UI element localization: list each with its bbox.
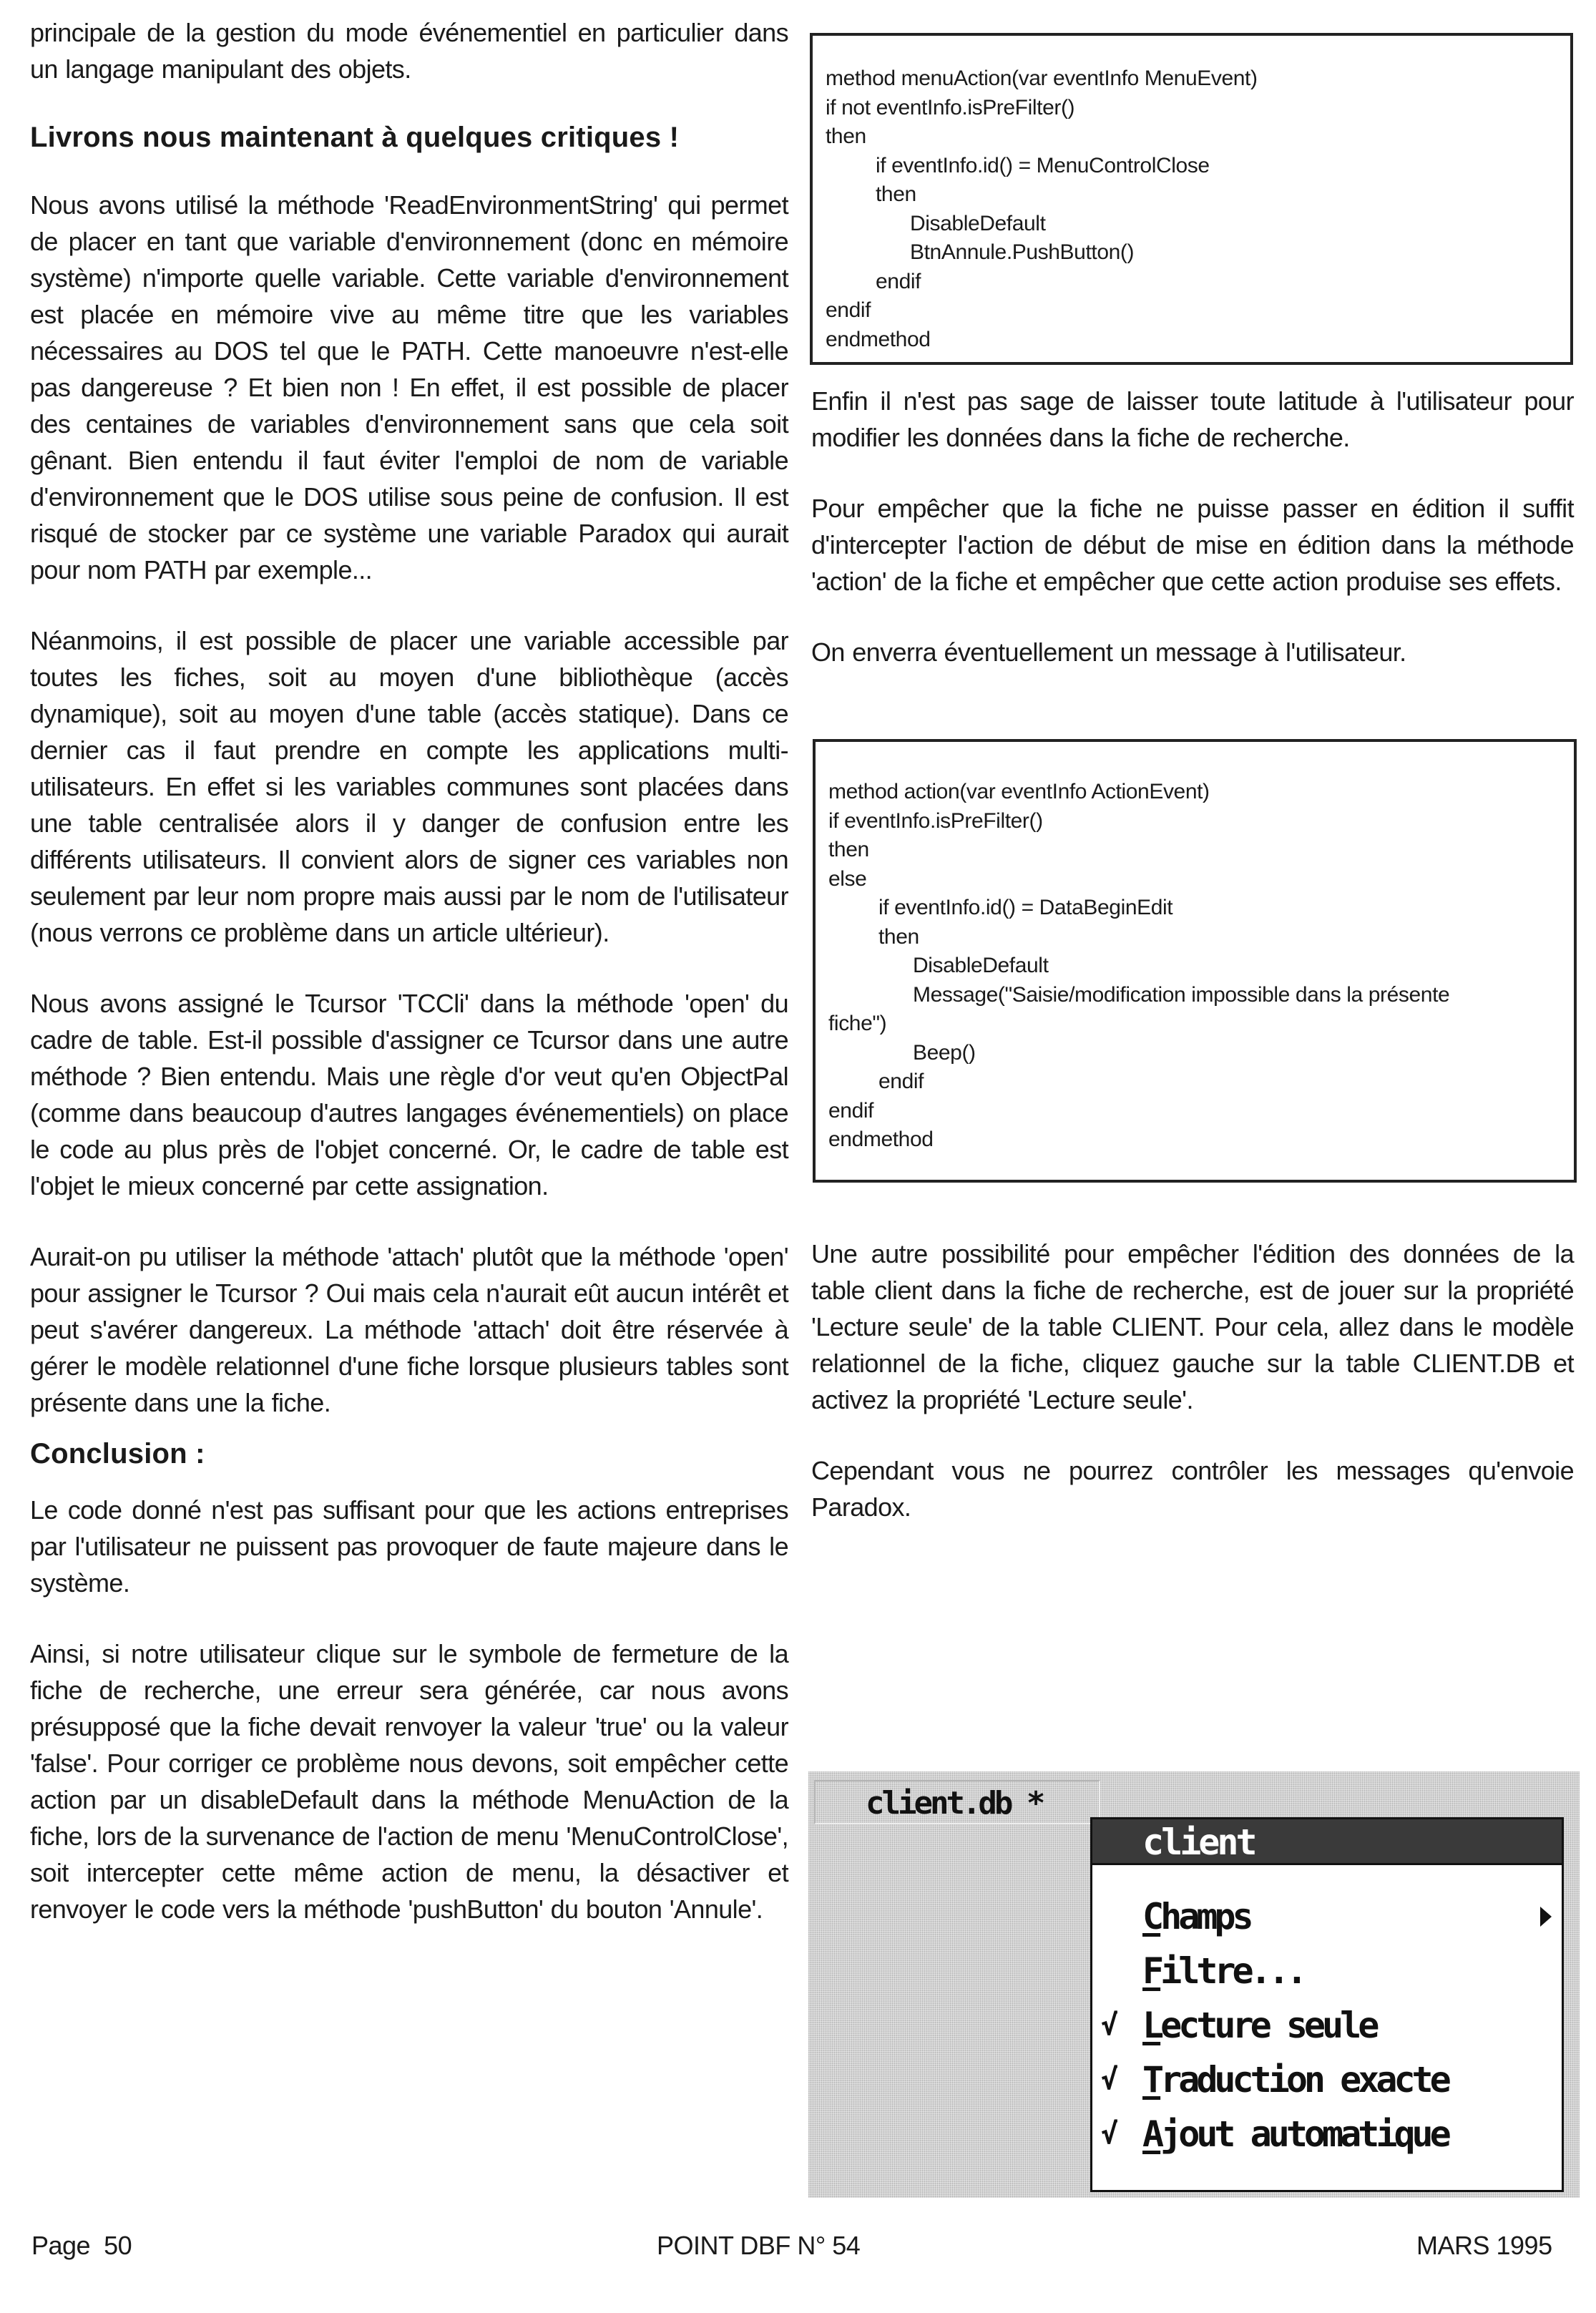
check-icon: √ <box>1101 2118 1119 2151</box>
code-line: fiche") <box>828 1012 887 1035</box>
code-line: method menuAction(var eventInfo MenuEvent) <box>826 67 1258 90</box>
code-line: method action(var eventInfo ActionEvent) <box>828 780 1210 803</box>
mnemonic: A <box>1142 2113 1161 2155</box>
code-block-menuaction <box>810 33 1573 365</box>
footer-publication: POINT DBF N° 54 <box>657 2231 861 2260</box>
paragraph-variable-accessible: Néanmoins, il est possible de placer une variable accessible par toutes les fiches, soit au moyen d'une bibliothèque (accès dynamique), soit au moyen d'une table (accès statique). Dans ce dernier cas il faut prendre en compte les applications multi-utilisateurs. En effet si les variables communes sont placées dans une table centralisée alors il y danger de confusion entre les différents utilisateurs. Il convient alors de signer ces variables non seulement par leur nom propre mais aussi par le nom de l'utilisateur (nous verrons ce problème dans un article ultérieur). <box>30 626 788 947</box>
code-line: Message("Saisie/modification impossible dans la présente <box>913 982 1450 1007</box>
menu-item-champs[interactable] <box>1092 1889 1562 1944</box>
paragraph-lecture-seule: Une autre possibilité pour empêcher l'édition des données de la table client dans la fiche de recherche, est de jouer sur la propriété 'Lecture seule' de la table CLIENT. Pour cela, allez dans le modèle relationnel de la fiche, cliquez gauche sur la table CLIENT.DB et activez la propriété 'Lecture seule'. <box>811 1239 1574 1414</box>
menu-title: client <box>1092 1819 1562 1875</box>
paragraph-empecher-edition: Pour empêcher que la fiche ne puisse passer en édition il suffit d'intercepter l'action de début de mise en édition dans la méthode 'action' de la fiche et empêcher que cette action produise ses effets. <box>811 494 1574 596</box>
code-line: DisableDefault <box>910 211 1046 235</box>
paragraph-latitude: Enfin il n'est pas sage de laisser toute latitude à l'utilisateur pour modifier les données dans la fiche de recherche. <box>811 386 1574 452</box>
menu-item-traduction-exacte[interactable] <box>1092 2053 1562 2107</box>
menu-item-filtre[interactable] <box>1092 1944 1562 1998</box>
paragraph-conclusion-2: Ainsi, si notre utilisateur clique sur le symbole de fermeture de la fiche de recherche, une erreur sera générée, car nous avons présupposé que la fiche devait renvoyer la valeur 'true' ou la valeur 'false'. Pour corriger ce problème nous devons, soit empêcher cette action par un disableDefault dans la méthode MenuAction de la fiche, lors de la survenance de l'action de menu 'MenuControlClose', soit intercepter cette même action de menu, la désactiver et renvoyer le code vers la méthode 'pushButton' du bouton 'Annule'. <box>30 1639 788 1924</box>
mnemonic: C <box>1142 1896 1161 1937</box>
code-line: if not eventInfo.isPreFilter() <box>826 95 1075 119</box>
section-heading-critiques: Livrons nous maintenant à quelques critiques ! <box>30 122 680 153</box>
code-line: then <box>828 838 869 861</box>
code-line: if eventInfo.isPreFilter() <box>828 808 1043 833</box>
paragraph-intro-continued: principale de la gestion du mode événementiel en particulier dans un langage manipulant des objets. <box>30 18 788 84</box>
paradox-menu-screenshot <box>808 1771 1580 2198</box>
code-line: if eventInfo.id() = MenuControlClose <box>876 153 1210 177</box>
check-icon: √ <box>1101 2009 1119 2042</box>
menu-item-lecture-seule[interactable] <box>1092 1998 1562 2053</box>
mnemonic: F <box>1142 1950 1161 1992</box>
menu-item-label: raduction exacte <box>1160 2059 1448 2101</box>
code-line: BtnAnnule.PushButton() <box>910 240 1135 264</box>
code-line: then <box>826 124 866 148</box>
mnemonic: L <box>1142 2005 1161 2046</box>
check-icon: √ <box>1101 2063 1119 2096</box>
code-block-action <box>813 739 1577 1183</box>
paragraph-cependant: Cependant vous ne pourrez contrôler les messages qu'envoie Paradox. <box>811 1456 1574 1522</box>
code-line: endmethod <box>826 327 931 351</box>
code-line: endif <box>828 1098 874 1123</box>
code-line: if eventInfo.id() = DataBeginEdit <box>878 896 1173 919</box>
code-line: endif <box>826 298 871 322</box>
menu-item-label: ecture seule <box>1160 2005 1376 2046</box>
menu-item-label: iltre... <box>1160 1950 1304 1992</box>
code-line: Beep() <box>913 1040 976 1065</box>
submenu-arrow-icon <box>1540 1907 1552 1927</box>
context-menu-client <box>1090 1817 1564 2192</box>
code-line: then <box>878 924 919 949</box>
code-line: DisableDefault <box>913 954 1049 977</box>
code-line: then <box>876 182 916 206</box>
code-line: else <box>828 866 867 891</box>
menu-item-label: jout automatique <box>1160 2113 1448 2155</box>
paragraph-message: On enverra éventuellement un message à l'utilisateur. <box>811 637 1406 667</box>
footer-page-number: Page 50 <box>31 2231 132 2260</box>
paragraph-tcursor-open: Nous avons assigné le Tcursor 'TCCli' dans la méthode 'open' du cadre de table. Est-il possible d'assigner ce Tcursor dans une autre méthode ? Bien entendu. Mais une règle d'or veut qu'en ObjectPal (comme dans beaucoup d'autres langages événementiels) on place le code au plus près de l'objet concerné. Or, le cadre de table est l'objet le mieux concerné par cette assignation. <box>30 989 788 1200</box>
right-column-bottom <box>811 1236 1574 1525</box>
menu-item-label: hamps <box>1160 1896 1250 1937</box>
mnemonic: T <box>1142 2059 1161 2101</box>
section-heading-conclusion: Conclusion : <box>30 1438 205 1470</box>
code-line: endmethod <box>828 1128 934 1151</box>
menu-item-ajout-automatique[interactable] <box>1092 2107 1562 2161</box>
code-line: endif <box>878 1070 924 1093</box>
footer-date: MARS 1995 <box>1416 2231 1552 2260</box>
right-column-top <box>811 383 1574 670</box>
paragraph-attach-method: Aurait-on pu utiliser la méthode 'attach' plutôt que la méthode 'open' pour assigner le Tcursor ? Oui mais cela n'aurait eût aucun intérêt et peut s'avérer dangereux. La méthode 'attach' doit être réservée à gérer le modèle relationnel d'une fiche lorsque plusieurs tables sont présente dans une la fiche. <box>30 1242 788 1417</box>
paragraph-readenvironmentstring: Nous avons utilisé la méthode 'ReadEnvironmentString' qui permet de placer en tant que variable d'environnement (donc en mémoire système) n'importe quelle variable. Cette variable d'environnement est placée en mémoire vive au même titre que les variables nécessaires au DOS tel que le PATH. Cette manoeuvre n'est-elle pas dangereuse ? Et bien non ! En effet, il est possible de placer des centaines de variables d'environnement sans que cela soit gênant. Bien entendu il faut éviter l'emploi de nom de variable d'environnement que le DOS utilise sous peine de confusion. Il est risqué de stocker par ce système une variable Paradox qui aurait pour nom PATH par exemple... <box>30 190 788 585</box>
code-line: endif <box>876 269 921 293</box>
table-tab-client-db[interactable]: client.db * <box>814 1780 1100 1824</box>
paragraph-conclusion-1: Le code donné n'est pas suffisant pour que les actions entreprises par l'utilisateur ne puissent pas provoquer de faute majeure dans le système. <box>30 1495 788 1598</box>
left-column <box>30 14 788 1927</box>
